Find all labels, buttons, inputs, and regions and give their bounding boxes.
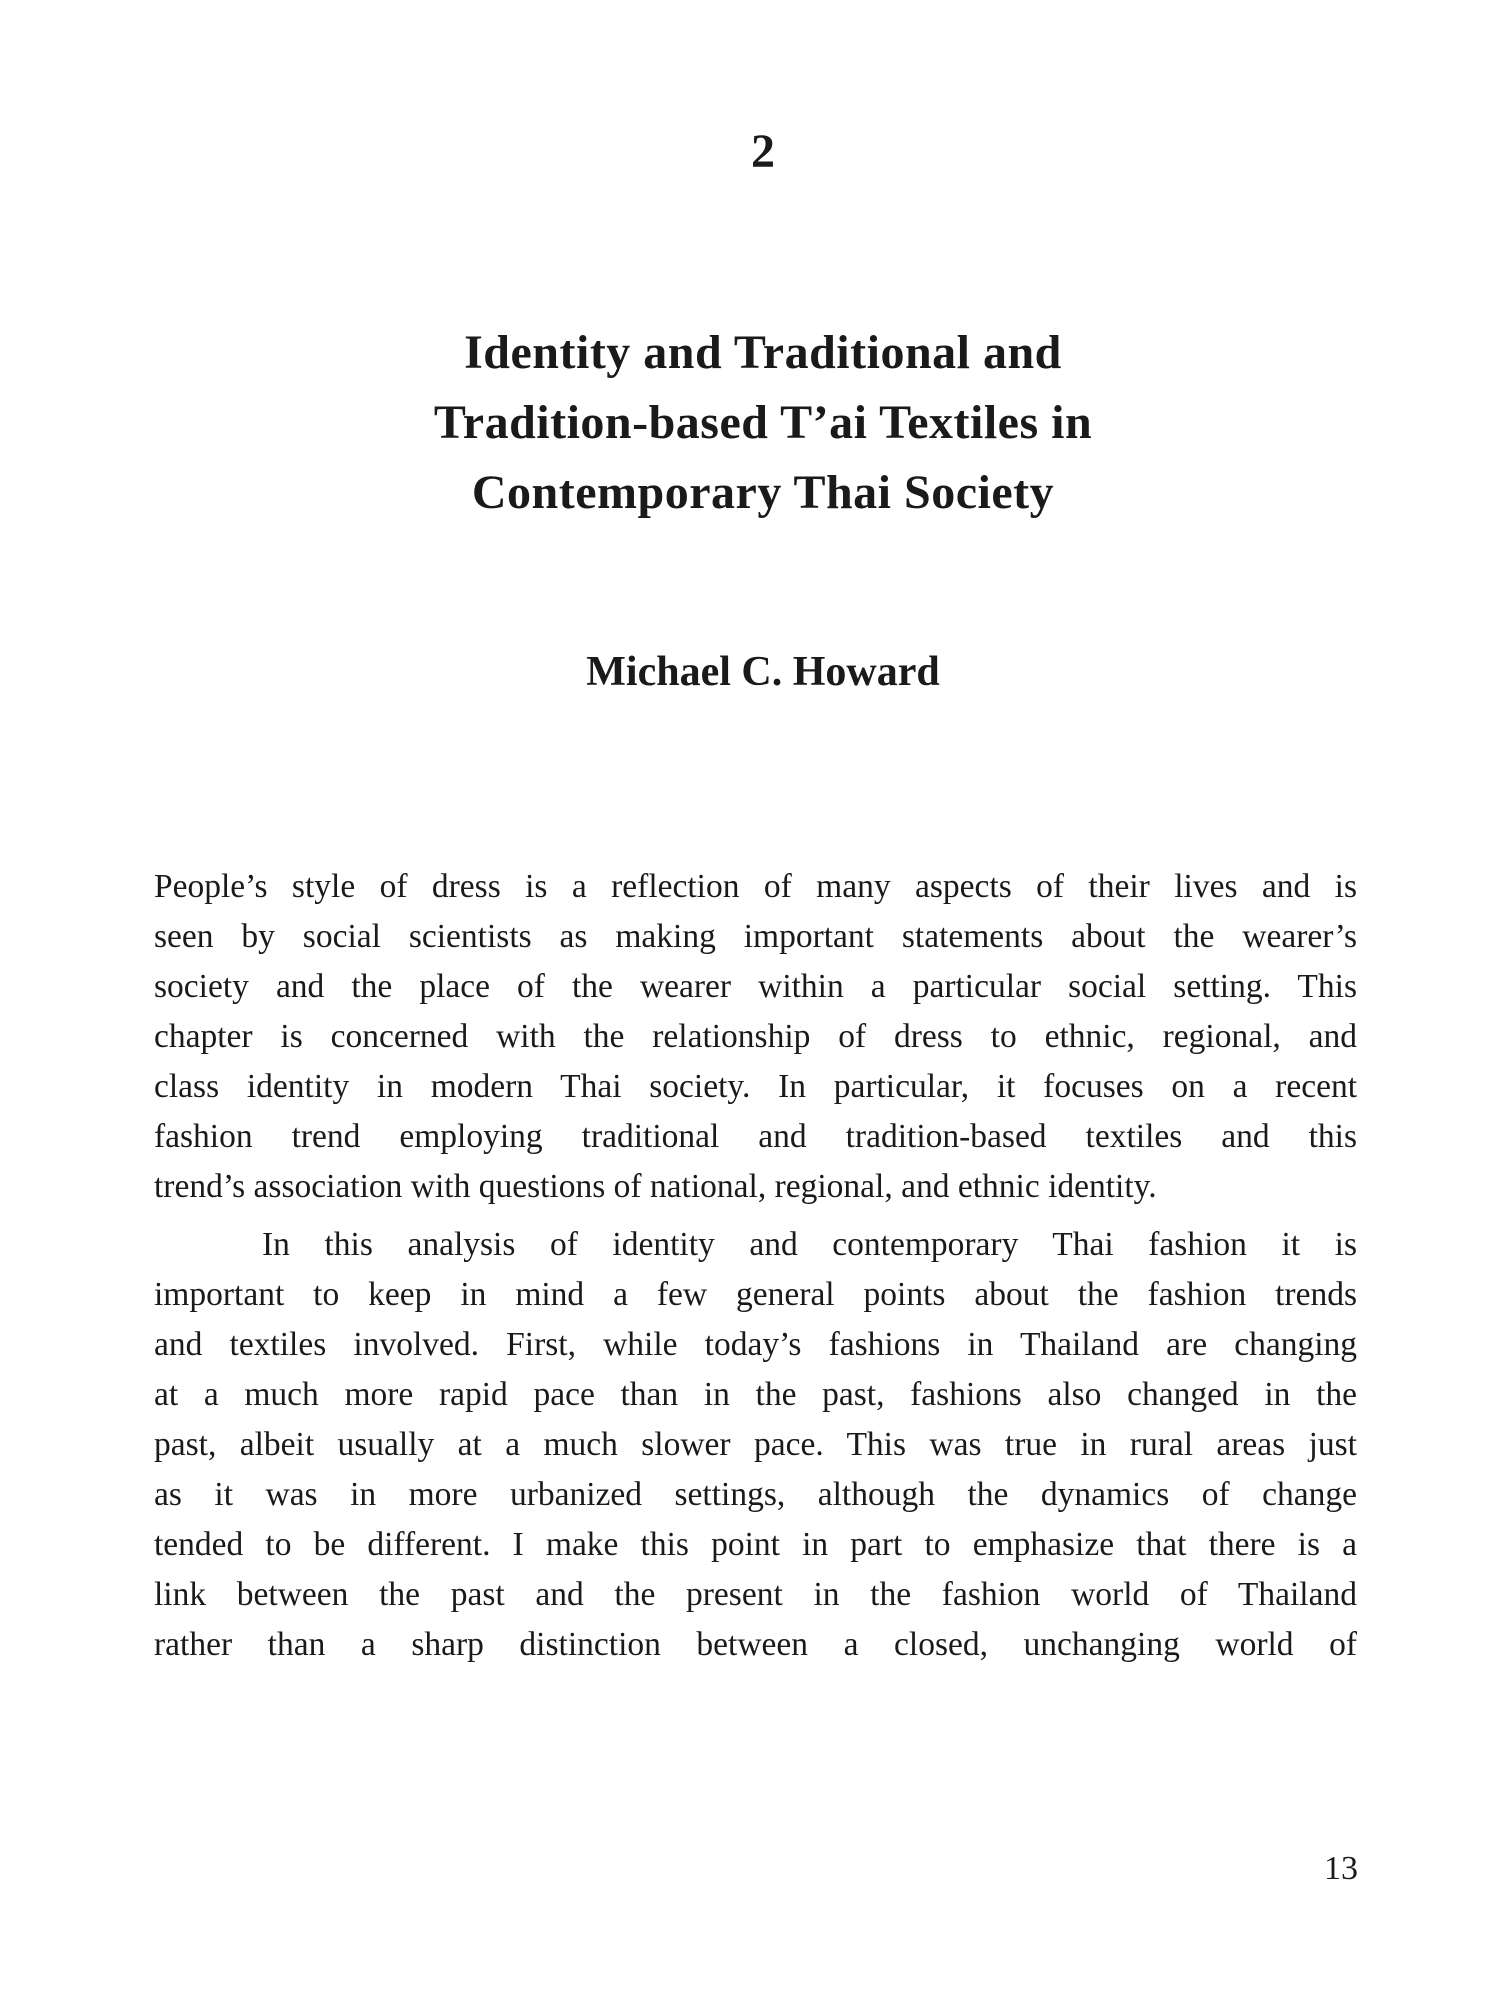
text-line: In this analysis of identity and contemporary Thai fashion it is xyxy=(262,1226,1357,1263)
text-line: and textiles involved. First, while today’s fashions in Thailand are changing xyxy=(154,1326,1357,1363)
page-number: 13 xyxy=(1324,1850,1358,1887)
chapter-title-line: Identity and Traditional and xyxy=(464,326,1062,379)
chapter-number: 2 xyxy=(751,125,775,178)
chapter-title-line: Contemporary Thai Society xyxy=(471,466,1055,519)
text-line: important to keep in mind a few general points about the fashion trends xyxy=(154,1276,1357,1313)
chapter-title-line: Tradition-based T’ai Textiles in xyxy=(433,396,1093,449)
text-line: trend’s association with questions of national, regional, and ethnic identity. xyxy=(154,1168,1157,1205)
text-line: seen by social scientists as making important statements about the wearer’s xyxy=(154,918,1357,955)
text-line: chapter is concerned with the relationship of dress to ethnic, regional, and xyxy=(154,1018,1357,1055)
text-line: fashion trend employing traditional and tradition-based textiles and this xyxy=(154,1118,1357,1155)
text-line: link between the past and the present in the fashion world of Thailand xyxy=(154,1576,1357,1613)
text-line: People’s style of dress is a reflection of many aspects of their lives and is xyxy=(154,868,1357,905)
text-line: tended to be different. I make this point in part to emphasize that there is a xyxy=(154,1526,1357,1563)
text-line: past, albeit usually at a much slower pace. This was true in rural areas just xyxy=(154,1426,1357,1463)
paragraph-2 xyxy=(154,1220,1357,1670)
text-line: at a much more rapid pace than in the past, fashions also changed in the xyxy=(154,1376,1357,1413)
body-text xyxy=(154,862,1357,1678)
paragraph-1 xyxy=(154,862,1357,1212)
text-line: rather than a sharp distinction between a closed, unchanging world of xyxy=(154,1626,1357,1663)
chapter-title xyxy=(300,318,1226,528)
text-line: as it was in more urbanized settings, although the dynamics of change xyxy=(154,1476,1357,1513)
text-line: class identity in modern Thai society. In particular, it focuses on a recent xyxy=(154,1068,1357,1105)
text-line: society and the place of the wearer within a particular social setting. This xyxy=(154,968,1357,1005)
author-name: Michael C. Howard xyxy=(586,649,940,695)
